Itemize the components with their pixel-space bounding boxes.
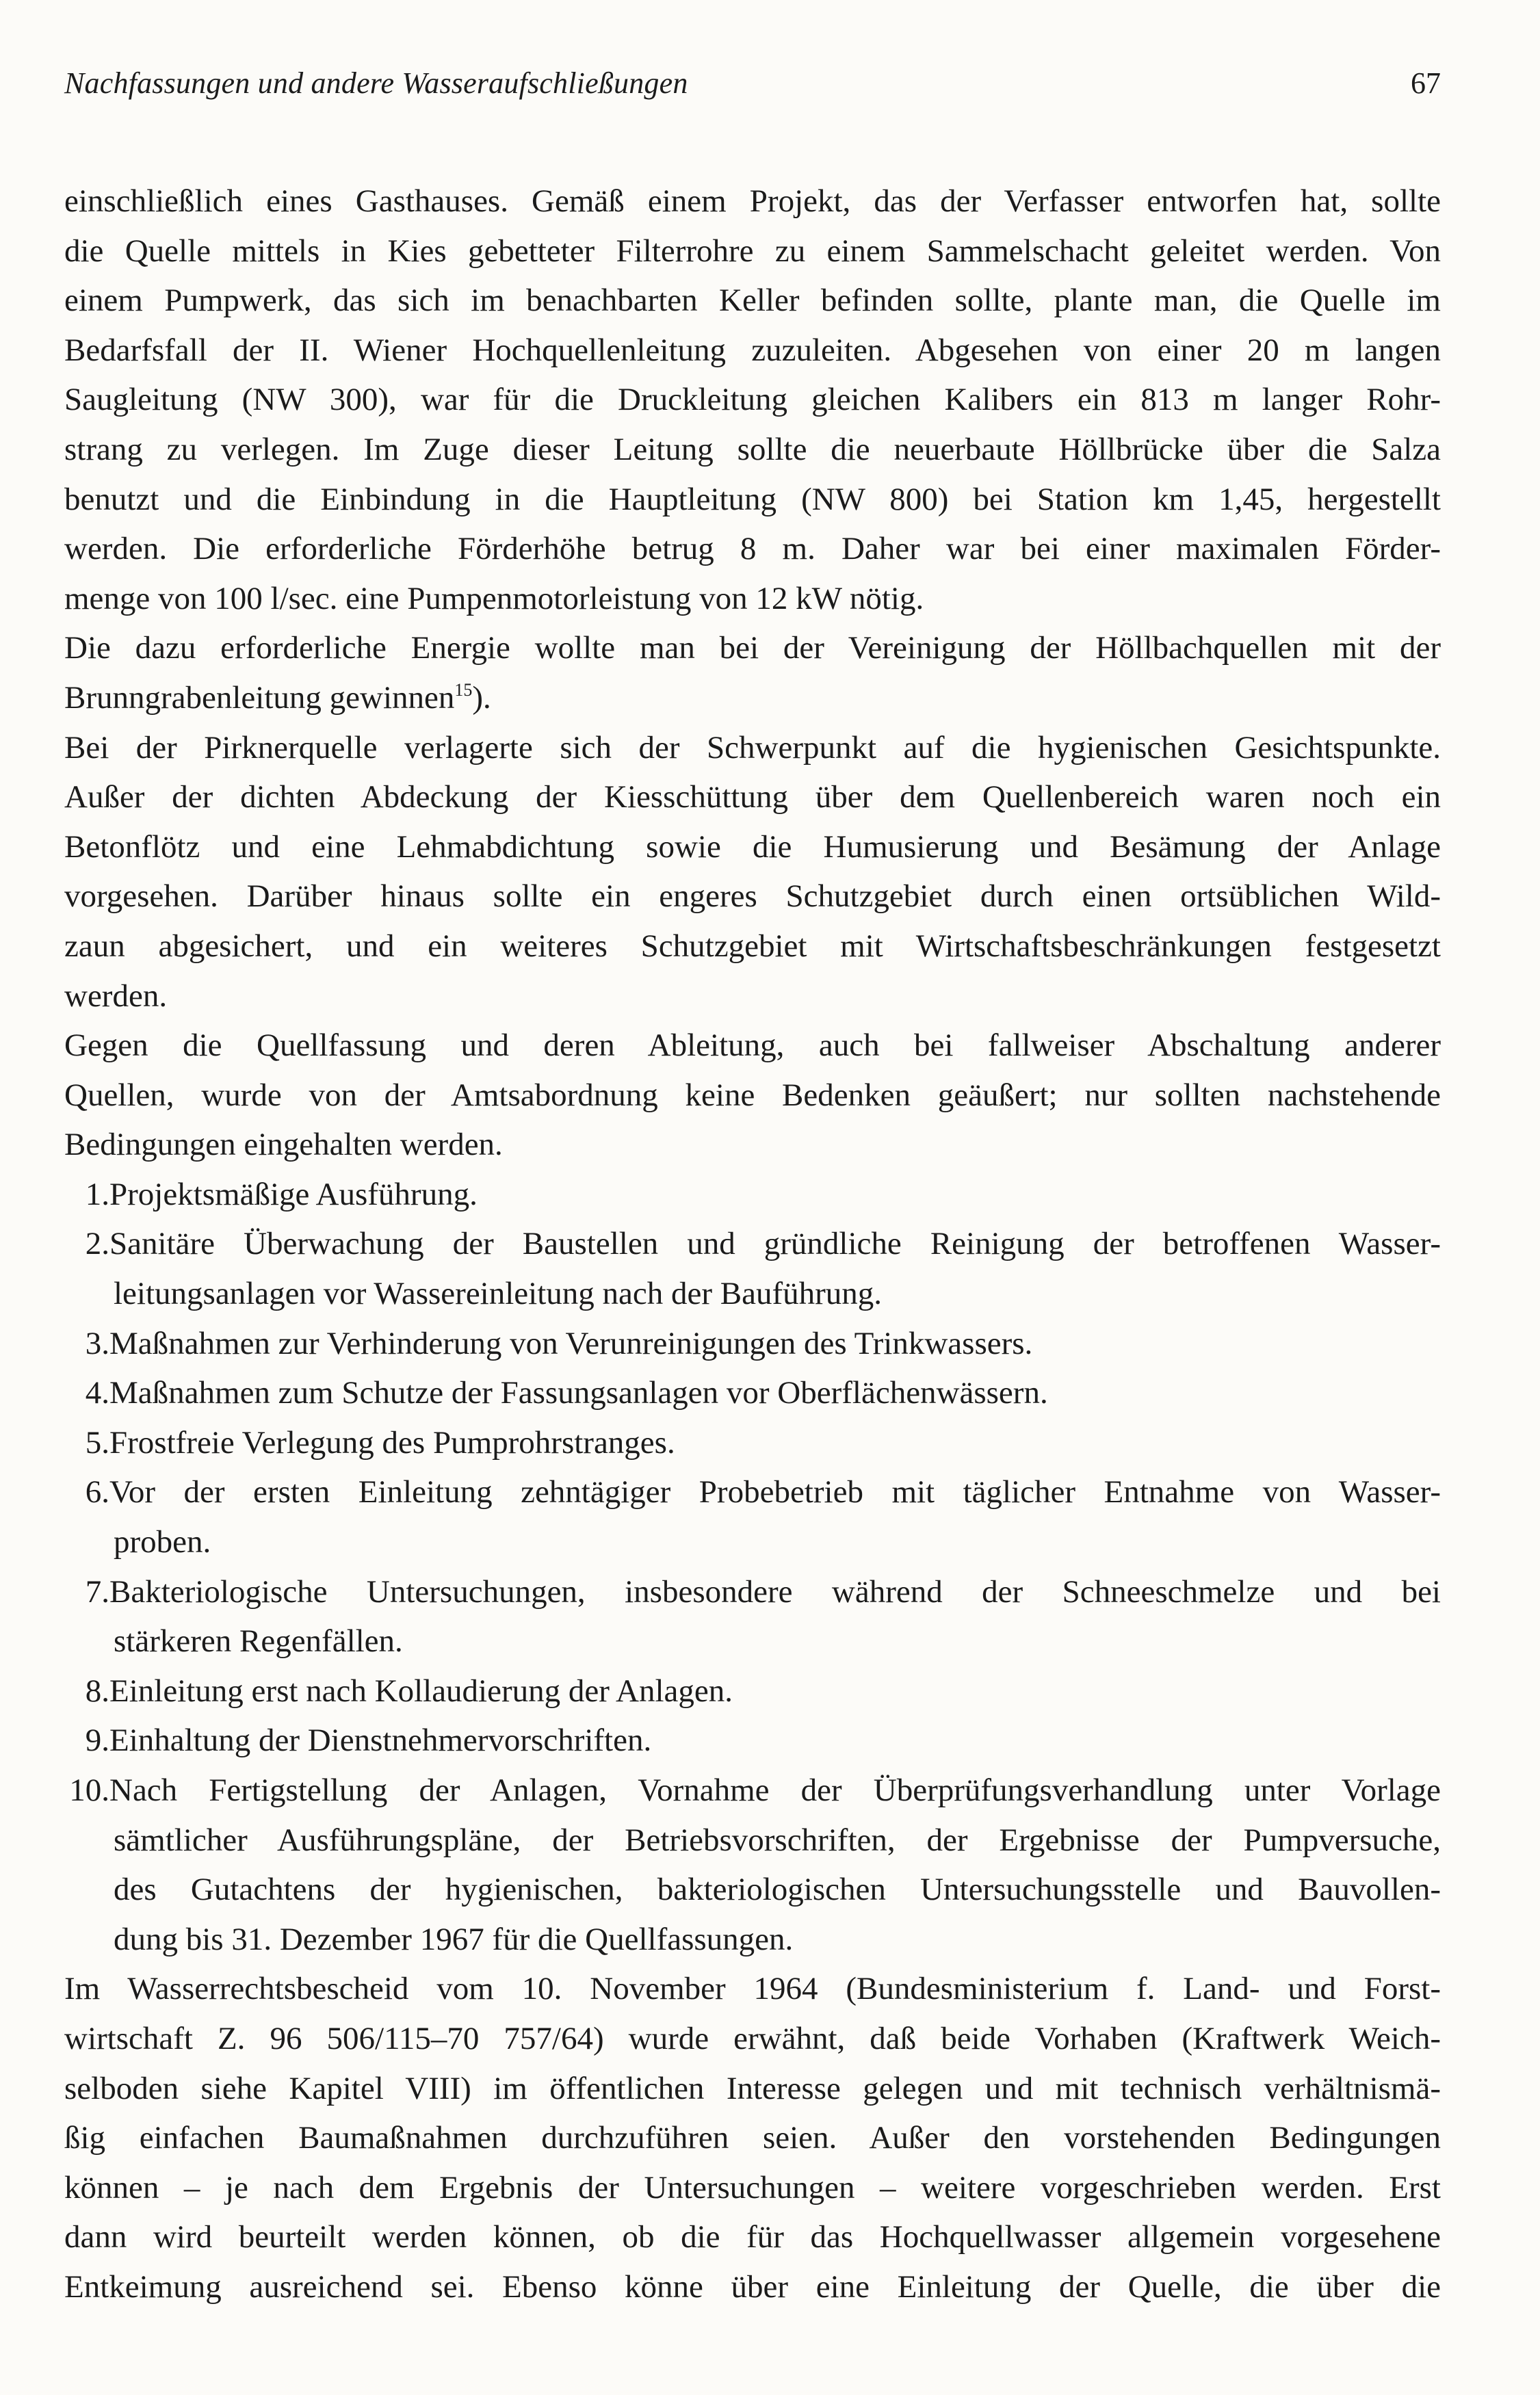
list-text: Einleitung erst nach Kollaudierung der Anlagen. (109, 1673, 733, 1709)
list-item (64, 1219, 1441, 1269)
text-line: einem Pumpwerk, das sich im benachbarten Keller befinden sollte, plante man, die Quelle im (64, 283, 1441, 319)
conditions-list (64, 1170, 1441, 1965)
list-number: 6. (85, 1474, 109, 1510)
list-text: Frostfreie Verlegung des Pumprohrstranges. (109, 1424, 675, 1461)
text-line: können – je nach dem Ergebnis der Untersuchungen – weitere vorgeschrieben werden. Erst (64, 2169, 1441, 2206)
list-text: Vor der ersten Einleitung zehntägiger Probebetrieb mit täglicher Entnahme von Wasser- (109, 1474, 1441, 1510)
list-number: 7. (85, 1573, 109, 1610)
list-continuation: proben. (114, 1524, 211, 1560)
text-line: Gegen die Quellfassung und deren Ableitung, auch bei fallweiser Abschaltung anderer (64, 1028, 1441, 1064)
list-item (64, 1368, 1441, 1418)
footnote-reference: 15 (454, 679, 473, 700)
text-line: menge von 100 l/sec. eine Pumpenmotorleistung von 12 kW nötig. (64, 580, 924, 616)
list-text: Bakteriologische Untersuchungen, insbesondere während der Schneeschmelze und bei (109, 1573, 1441, 1610)
text-line: Bei der Pirknerquelle verlagerte sich der Schwerpunkt auf die hygienischen Gesichtspunkte. (64, 729, 1441, 765)
list-text: Sanitäre Überwachung der Baustellen und gründliche Reinigung der betroffenen Wasser- (109, 1226, 1441, 1262)
text-line: wirtschaft Z. 96 506/115–70 757/64) wurde erwähnt, daß beide Vorhaben (Kraftwerk Weich- (64, 2020, 1441, 2056)
text-line: benutzt und die Einbindung in die Hauptleitung (NW 800) bei Station km 1,45, hergestellt (64, 481, 1441, 517)
text-line: vorgesehen. Darüber hinaus sollte ein engeres Schutzgebiet durch einen ortsüblichen Wild- (64, 878, 1441, 915)
list-number: 2. (85, 1226, 109, 1262)
page-header (64, 66, 1441, 114)
list-text: Maßnahmen zur Verhinderung von Verunreinigungen des Trinkwassers. (109, 1325, 1033, 1361)
list-item (64, 1467, 1441, 1517)
body-text (64, 176, 1441, 2312)
list-item (64, 1170, 1441, 1220)
text-line: ßig einfachen Baumaßnahmen durchzuführen seien. Außer den vorstehenden Bedingungen (64, 2120, 1441, 2156)
text-line (64, 673, 1441, 723)
text-line: einschließlich eines Gasthauses. Gemäß einem Projekt, das der Verfasser entworfen hat, sollte (64, 183, 1441, 219)
list-continuation: sämtlicher Ausführungspläne, der Betriebsvorschriften, der Ergebnisse der Pumpversuche, (114, 1822, 1441, 1858)
page-number: 67 (1411, 66, 1441, 100)
list-continuation: des Gutachtens der hygienischen, bakteriologischen Untersuchungsstelle und Bauvollen- (114, 1872, 1441, 1908)
text-line: strang zu verlegen. Im Zuge dieser Leitung sollte die neuerbaute Höllbrücke über die Salza (64, 431, 1441, 467)
text-line: Saugleitung (NW 300), war für die Druckleitung gleichen Kalibers ein 813 m langer Rohr- (64, 382, 1441, 418)
list-number: 4. (85, 1375, 109, 1411)
text-line: Entkeimung ausreichend sei. Ebenso könne über eine Einleitung der Quelle, die über die (64, 2268, 1441, 2305)
list-number: 10. (69, 1772, 109, 1808)
text-line: werden. (64, 978, 168, 1014)
text-line: dann wird beurteilt werden können, ob die für das Hochquellwasser allgemein vorgesehene (64, 2219, 1441, 2255)
list-number: 1. (85, 1176, 109, 1212)
list-number: 9. (85, 1723, 109, 1759)
list-number: 5. (85, 1424, 109, 1461)
text-line: selboden siehe Kapitel VIII) im öffentlichen Interesse gelegen und mit technisch verhältnismä- (64, 2070, 1441, 2106)
text-line: die Quelle mittels in Kies gebetteter Filterrohre zu einem Sammelschacht geleitet werden. Von (64, 233, 1441, 269)
list-item (64, 1716, 1441, 1766)
list-number: 8. (85, 1673, 109, 1709)
text-segment: ). (472, 679, 491, 716)
text-segment: Brunngrabenleitung gewinnen (64, 679, 455, 716)
list-text: Projektsmäßige Ausführung. (109, 1176, 478, 1212)
text-line: Quellen, wurde von der Amtsabordnung keine Bedenken geäußert; nur sollten nachstehende (64, 1077, 1441, 1113)
list-text: Nach Fertigstellung der Anlagen, Vornahme der Überprüfungsverhandlung unter Vorlage (109, 1772, 1441, 1808)
list-continuation: leitungsanlagen vor Wassereinleitung nach der Bauführung. (114, 1276, 883, 1312)
running-title: Nachfassungen und andere Wasseraufschließungen (64, 66, 688, 100)
list-continuation: dung bis 31. Dezember 1967 für die Quellfassungen. (114, 1921, 794, 1957)
list-item (64, 1666, 1441, 1716)
list-number: 3. (85, 1325, 109, 1361)
list-item (64, 1418, 1441, 1468)
list-text: Einhaltung der Dienstnehmervorschriften. (109, 1723, 652, 1759)
list-continuation: stärkeren Regenfällen. (114, 1623, 403, 1660)
text-line: Außer der dichten Abdeckung der Kiesschüttung über dem Quellenbereich waren noch ein (64, 779, 1441, 815)
text-line: werden. Die erforderliche Förderhöhe betrug 8 m. Daher war bei einer maximalen Förder- (64, 531, 1441, 567)
text-line: zaun abgesichert, und ein weiteres Schutzgebiet mit Wirtschaftsbeschränkungen festgesetzt (64, 928, 1441, 964)
list-text: Maßnahmen zum Schutze der Fassungsanlagen vor Oberflächenwässern. (109, 1375, 1048, 1411)
list-item (64, 1567, 1441, 1617)
text-line: Die dazu erforderliche Energie wollte man bei der Vereinigung der Höllbachquellen mit der (64, 630, 1441, 666)
text-line: Bedarfsfall der II. Wiener Hochquellenleitung zuzuleiten. Abgesehen von einer 20 m langen (64, 332, 1441, 368)
list-item (64, 1766, 1441, 1816)
text-line: Betonflötz und eine Lehmabdichtung sowie die Humusierung und Besämung der Anlage (64, 828, 1441, 865)
text-line: Bedingungen eingehalten werden. (64, 1127, 503, 1163)
text-line: Im Wasserrechtsbescheid vom 10. November 1964 (Bundesministerium f. Land- und Forst- (64, 1971, 1441, 2007)
list-item (64, 1319, 1441, 1369)
